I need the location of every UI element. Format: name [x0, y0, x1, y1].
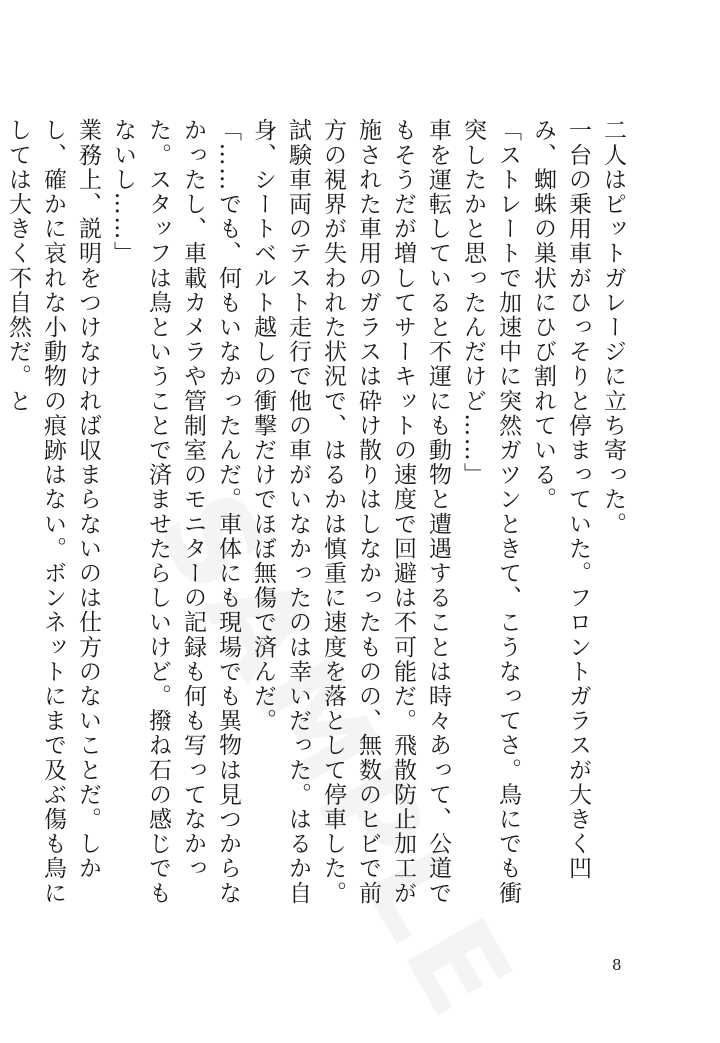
paragraph-2: 一台の乗用車がひっそりと停まっていた。フロントガラスが大きく凹み、蜘蛛の巣状にひび割れている。	[530, 118, 591, 881]
page-number: 8	[612, 956, 622, 974]
vertical-body-text	[0, 118, 630, 918]
paragraph-6: 業務上、説明をつけなければ収まらないのは仕方のないことだ。しかし、確かに哀れな小動物の痕跡はない。ボンネットにまで及ぶ傷も鳥にしては大きく不自然だ。と	[5, 118, 101, 906]
paragraph-1: 二人はピットガレージに立ち寄った。	[600, 118, 626, 537]
paragraph-5-dialogue: 「……でも、何もいなかったんだ。車体にも現場でも異物は見つからなかったし、車載カメラや管制室のモニターの記録も何も写ってなかった。スタッフは鳥ということで済ませたらしいけど。撥ね石の感じでもないし……」	[110, 118, 241, 906]
paragraph-4: 車を運転していると不運にも動物と遭遇することは時々あって、公道でもそうだが増してサーキットの速度で回避は不可能だ。飛散防止加工が施された車用のガラスは砕け散りはしなかったものの、無数のヒビで前方の視界が失われた状況で、はるかは慎重に速度を落として停車した。試験車両のテスト走行で他の車がいなかったのは幸いだった。はるか自身、シートベルト越しの衝撃だけでほぼ無傷で済んだ。	[250, 118, 451, 906]
paragraph-3-dialogue: 「ストレートで加速中に突然ガツンときて、こうなってさ。鳥にでも衝突したかと思ったんだけど……」	[460, 118, 521, 906]
